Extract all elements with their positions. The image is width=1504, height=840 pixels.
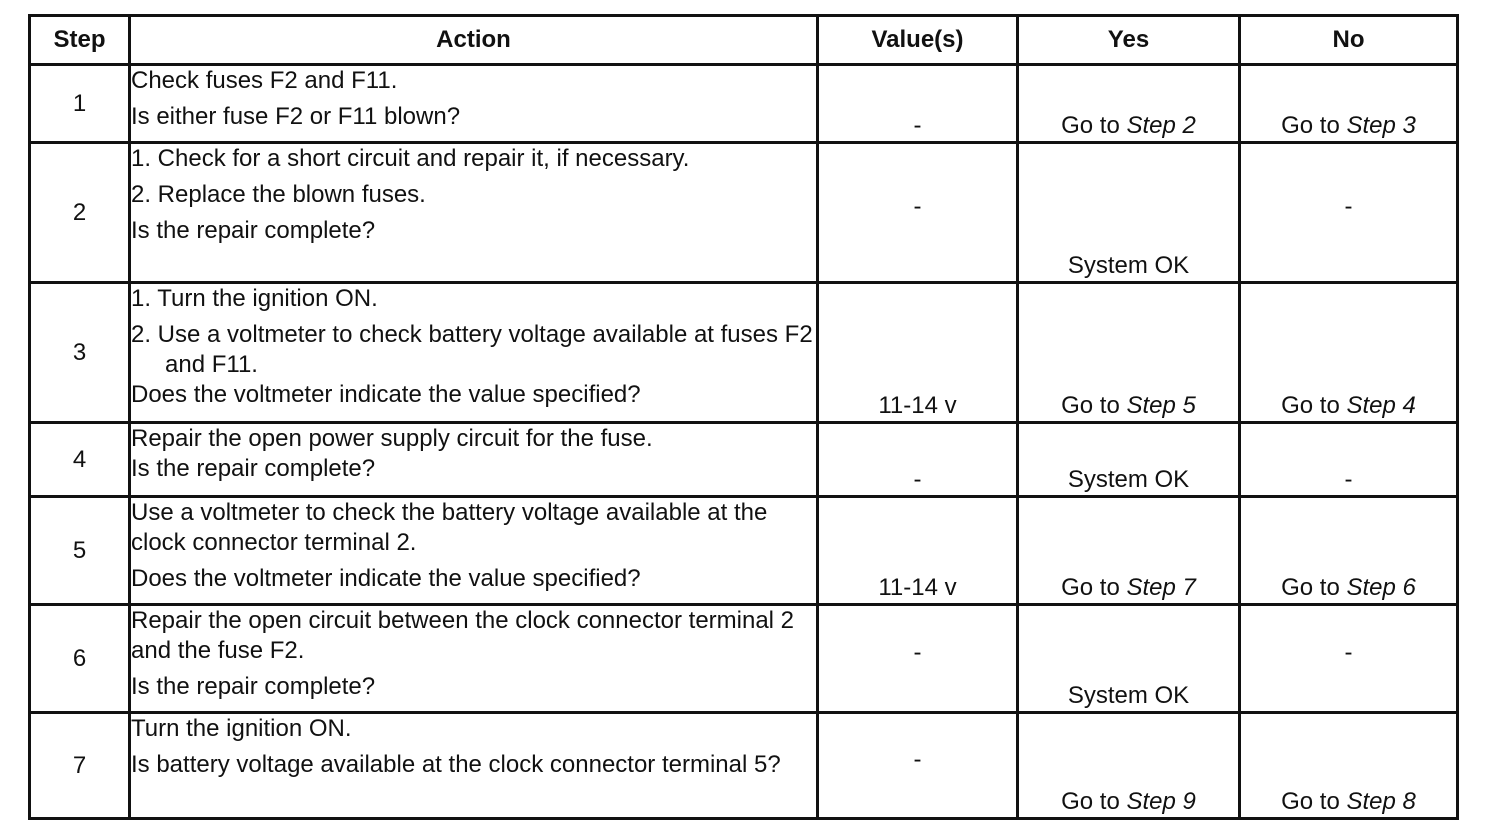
value-cell bbox=[818, 605, 1018, 713]
step-number: 5 bbox=[30, 497, 130, 605]
goto-step-link: Step 6 bbox=[1346, 574, 1416, 601]
value-text: - bbox=[913, 745, 922, 773]
action-line: 1. Turn the ignition ON. bbox=[131, 285, 378, 312]
action-question: Does the voltmeter indicate the value specified? bbox=[131, 565, 641, 592]
action-line: 2. Replace the blown fuses. bbox=[131, 181, 426, 208]
step-number: 6 bbox=[30, 605, 130, 713]
header-value: Value(s) bbox=[818, 16, 1018, 65]
yes-cell bbox=[1018, 713, 1240, 819]
table-row bbox=[30, 65, 1458, 143]
action-line: Repair the open circuit between the clock connector terminal 2 and the fuse F2. bbox=[131, 607, 795, 664]
no-cell bbox=[1240, 283, 1458, 423]
no-cell bbox=[1240, 143, 1458, 283]
action-line: Turn the ignition ON. bbox=[131, 715, 352, 742]
no-cell bbox=[1240, 605, 1458, 713]
step-number: 7 bbox=[30, 713, 130, 819]
goto-step-link: Step 9 bbox=[1126, 788, 1196, 815]
result-text: System OK bbox=[1067, 466, 1190, 493]
step-number: 1 bbox=[30, 65, 130, 143]
action-question: Is the repair complete? bbox=[131, 217, 376, 244]
action-cell bbox=[130, 65, 818, 143]
goto-prefix: Go to bbox=[1061, 392, 1127, 419]
table-row bbox=[30, 713, 1458, 819]
no-cell bbox=[1240, 423, 1458, 497]
table-row bbox=[30, 497, 1458, 605]
value-text: - bbox=[913, 192, 922, 220]
table-row bbox=[30, 143, 1458, 283]
diagnostic-table bbox=[28, 14, 1459, 820]
header-row bbox=[30, 16, 1458, 65]
yes-cell bbox=[1018, 283, 1240, 423]
goto-prefix: Go to bbox=[1281, 392, 1347, 419]
action-question: Is battery voltage available at the clock connector terminal 5? bbox=[131, 751, 781, 778]
header-yes: Yes bbox=[1018, 16, 1240, 65]
action-question: Does the voltmeter indicate the value specified? bbox=[131, 381, 641, 408]
step-number: 3 bbox=[30, 283, 130, 423]
step-number: 2 bbox=[30, 143, 130, 283]
action-cell bbox=[130, 605, 818, 713]
value-text: - bbox=[913, 638, 922, 666]
goto-step-link: Step 5 bbox=[1126, 392, 1196, 419]
result-text: System OK bbox=[1067, 682, 1190, 709]
action-cell bbox=[130, 497, 818, 605]
action-cell bbox=[130, 713, 818, 819]
goto-step-link: Step 2 bbox=[1126, 112, 1196, 139]
header-step: Step bbox=[30, 16, 130, 65]
step-number: 4 bbox=[30, 423, 130, 497]
no-cell bbox=[1240, 65, 1458, 143]
no-cell bbox=[1240, 497, 1458, 605]
goto-step-link: Step 7 bbox=[1126, 574, 1196, 601]
no-cell bbox=[1240, 713, 1458, 819]
action-cell bbox=[130, 423, 818, 497]
value-cell: 11-14 v bbox=[818, 497, 1018, 605]
action-line: 2. Use a voltmeter to check battery voltage available at fuses F2 and F11. bbox=[131, 321, 813, 378]
table-row bbox=[30, 283, 1458, 423]
result-text: - bbox=[1344, 638, 1353, 666]
action-line: Check fuses F2 and F11. bbox=[131, 67, 398, 94]
goto-prefix: Go to bbox=[1281, 574, 1347, 601]
header-action: Action bbox=[130, 16, 818, 65]
action-cell bbox=[130, 283, 818, 423]
yes-cell bbox=[1018, 423, 1240, 497]
action-line: 1. Check for a short circuit and repair it, if necessary. bbox=[131, 145, 690, 172]
yes-cell bbox=[1018, 497, 1240, 605]
value-cell bbox=[818, 143, 1018, 283]
action-line: Use a voltmeter to check the battery voltage available at the clock connector terminal 2. bbox=[131, 499, 768, 556]
goto-prefix: Go to bbox=[1061, 788, 1127, 815]
action-question: Is the repair complete? bbox=[131, 673, 376, 700]
value-cell: - bbox=[818, 423, 1018, 497]
goto-step-link: Step 8 bbox=[1346, 788, 1416, 815]
action-line: Repair the open power supply circuit for the fuse. bbox=[131, 425, 653, 452]
yes-cell bbox=[1018, 65, 1240, 143]
value-cell bbox=[818, 713, 1018, 819]
result-text: System OK bbox=[1067, 252, 1190, 279]
action-cell bbox=[130, 143, 818, 283]
result-text: - bbox=[1344, 466, 1353, 493]
action-question: Is either fuse F2 or F11 blown? bbox=[131, 103, 461, 130]
yes-cell bbox=[1018, 143, 1240, 283]
goto-prefix: Go to bbox=[1061, 574, 1127, 601]
value-cell: - bbox=[818, 65, 1018, 143]
goto-step-link: Step 3 bbox=[1346, 112, 1416, 139]
goto-prefix: Go to bbox=[1061, 112, 1127, 139]
value-cell: 11-14 v bbox=[818, 283, 1018, 423]
table-row bbox=[30, 423, 1458, 497]
action-question: Is the repair complete? bbox=[131, 455, 376, 482]
header-no: No bbox=[1240, 16, 1458, 65]
result-text: - bbox=[1344, 192, 1353, 220]
table-row bbox=[30, 605, 1458, 713]
goto-prefix: Go to bbox=[1281, 788, 1347, 815]
goto-prefix: Go to bbox=[1281, 112, 1347, 139]
goto-step-link: Step 4 bbox=[1346, 392, 1416, 419]
yes-cell bbox=[1018, 605, 1240, 713]
